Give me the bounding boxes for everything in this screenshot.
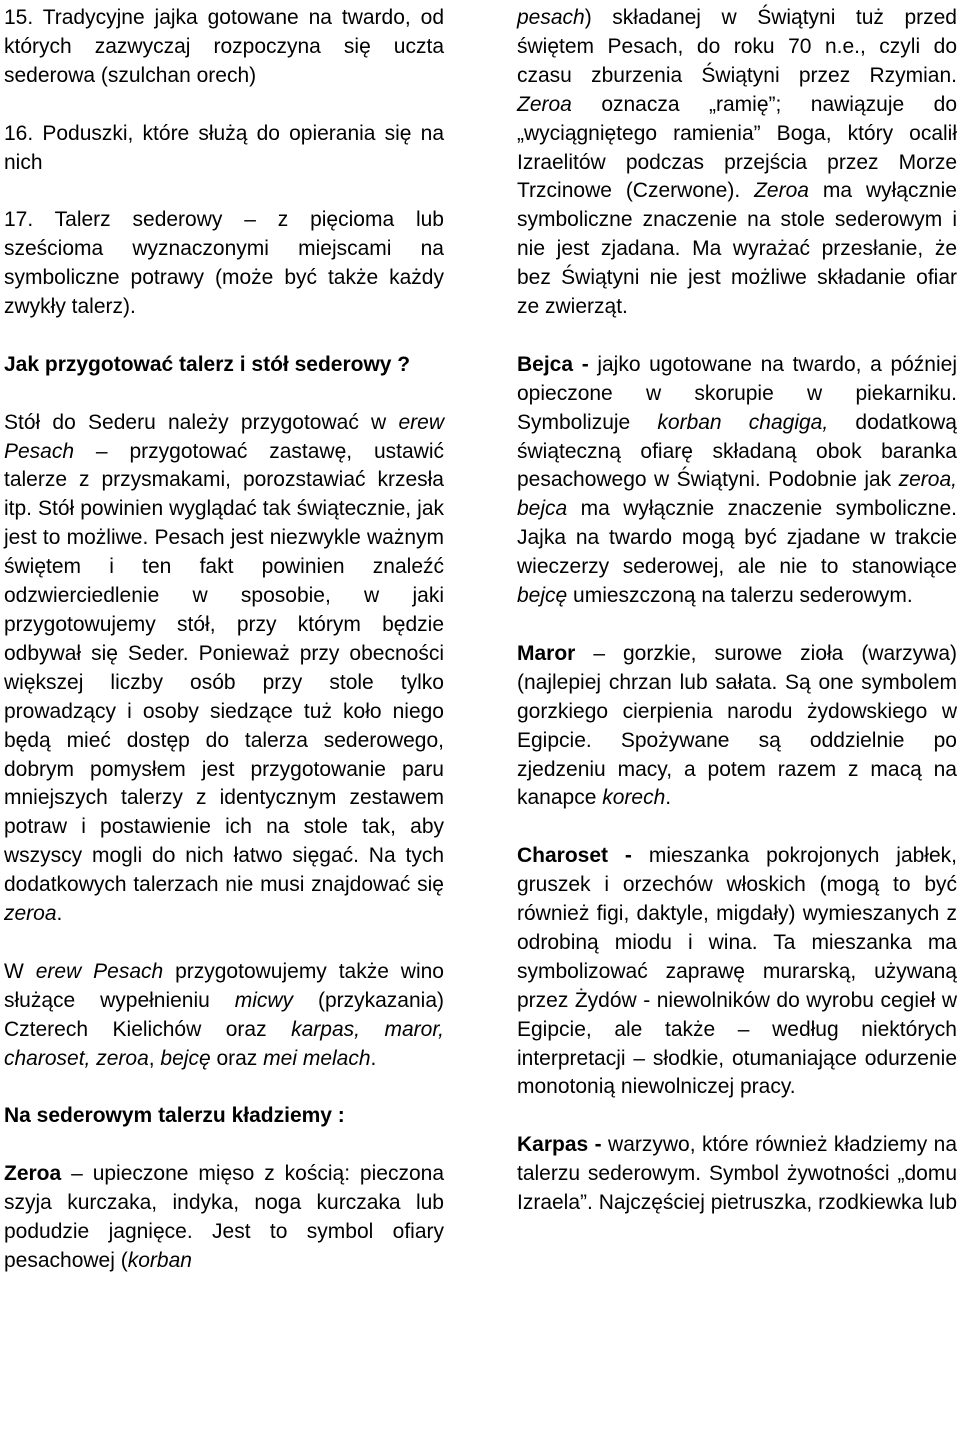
list-item-15: 15. Tradycyjne jajka gotowane na twardo, od których zazwyczaj rozpoczyna się uczta sederowa (szulchan orech) (4, 6, 444, 87)
section-heading-plate: Na sederowym talerzu kładziemy : (4, 1104, 345, 1128)
right-column (517, 4, 957, 1218)
text-span: , (148, 1046, 161, 1070)
text-span-italic: erew Pesach (35, 959, 164, 983)
text-span: – (61, 1162, 93, 1186)
text-span: umieszczoną na talerzu sederowym. (567, 584, 913, 608)
text-span: W (4, 959, 36, 983)
text-span: Stół do Sederu należy przygotować w (4, 410, 399, 434)
text-span: warzywo, które również kładziemy na talerzu sederowym. Symbol żywotności „domu Izraela”. Najczęściej pietruszka, rzodkiewka lub (517, 1133, 958, 1215)
term-bejca: Bejca - (517, 352, 589, 376)
text-span: przygotowujemy także wino służące wypełnieniu (4, 959, 444, 1012)
paragraph-karpas (517, 1131, 957, 1218)
text-span-italic: bejcę (517, 584, 568, 608)
section-heading-table: Jak przygotować talerz i stół sederowy ? (4, 352, 411, 376)
text-span-italic: Zeroa (754, 179, 809, 203)
paragraph-zeroa (4, 1160, 444, 1276)
text-span: mieszanka pokrojonych jabłek, gruszek i orzechów włoskich (mogą to być również figi, daktyle, migdały) wymieszanych z odrobiną miodu i wina. Ta mieszanka ma symbolizować zaprawę murarską, używaną przez Żydów - niewolników do wyrobu cegieł w Egipcie, ale także – według niektórych interpretacji – słodkie, otumaniające odurzenie monotonią niewolniczej pracy. (517, 844, 957, 1099)
text-span: upieczone mięso z kością: pieczona szyja kurczaka, indyka, noga kurczaka lub podudzie jagnięce. Jest to symbol ofiary pesachowej ( (4, 1162, 444, 1272)
list-item-17: 17. Talerz sederowy – z pięcioma lub sześcioma wyznaczonymi miejscami na symboliczne potrawy (może być także każdy zwykły talerz). (4, 208, 444, 319)
text-span-italic: Zeroa (517, 92, 572, 116)
list-item-16: 16. Poduszki, które służą do opierania się na nich (4, 121, 444, 174)
text-span-italic: erew Pesach (4, 410, 444, 463)
text-span-italic: zeroa, bejca (517, 468, 957, 521)
paragraph-zeroa-continued (517, 4, 957, 322)
text-span: oznacza „ramię”; nawiązuje do „wyciągniętego ramienia” Boga, który ocalił Izraelitów podczas przejścia przez Morze Trzcinowe (Czerwone). (517, 92, 957, 203)
text-span: – przygotować zastawę, ustawić talerze z przysmakami, porozstawiać krzesła itp. Stół powinien wyglądać tak świątecznie, jak jest to możliwe. Pesach jest niezwykle ważnym świętem i ten fakt powinien znaleźć odzwierciedlenie w sposobie, w jaki przygotowujemy stół, przy którym będzie odbywał się Seder. Ponieważ przy obecności większej liczby osób przy stole tylko prowadzący i osoby siedzące tuż koło niego będą mieć dostęp do talerza sederowego, dobrym pomysłem jest przygotowanie paru mniejszych talerzy z identycznym zestawem potraw i postawienie ich na stole tak, aby wszyscy mogli do nich łatwo sięgać. Na tych dodatkowych talerzach nie musi znajdować się (4, 439, 444, 897)
text-span-italic: bejcę (160, 1046, 211, 1070)
text-span-italic: micwy (234, 988, 294, 1012)
term-zeroa: Zeroa (4, 1162, 62, 1186)
text-span: ma wyłącznie znaczenie symboliczne. Jajka na twardo mogą być zjadane w trakcie wieczerzy sederowej, ale nie to stanowiące (517, 497, 957, 579)
text-span: . (665, 786, 672, 810)
term-charoset: Charoset - (517, 844, 632, 868)
text-span: oraz (210, 1046, 264, 1070)
paragraph-erew-pesach (4, 958, 444, 1074)
term-maror: Maror (517, 641, 576, 665)
text-span-italic: karpas, maror, charoset, zeroa (4, 1017, 444, 1070)
paragraph-bejca (517, 351, 957, 611)
text-span-italic: zeroa (4, 902, 57, 926)
text-span: (przykazania) Czterech Kielichów oraz (4, 988, 444, 1041)
text-span-italic: korban chagiga, (657, 410, 829, 434)
text-span-italic: korech (602, 786, 666, 810)
left-column (4, 4, 444, 1276)
paragraph-charoset (517, 842, 957, 1102)
text-span: ) składanej w Świątyni tuż przed świętem Pesach, do roku 70 n.e., czyli do czasu zburzenia Świątyni przez Rzymian. (517, 6, 957, 87)
term-karpas: Karpas - (517, 1133, 602, 1157)
text-span-italic: korban (127, 1248, 192, 1272)
text-span-italic: pesach (517, 6, 585, 29)
text-span: ma wyłącznie symboliczne znaczenie na stole sederowym i nie jest zjadana. Ma wyrażać przesłanie, że bez Świątyni nie jest możliwe składanie ofiar ze zwierząt. (517, 179, 957, 319)
text-span: dodatkową świąteczną ofiarę składaną obok baranka pesachowego w Świątyni. Podobnie jak (517, 410, 957, 492)
paragraph-table-prep (4, 409, 444, 929)
text-span: . (370, 1046, 377, 1070)
text-span: – gorzkie, surowe zioła (warzywa) (najlepiej chrzan lub sałata. Są one symbolem gorzkiego cierpienia narodu żydowskiego w Egipcie. Spożywane są oddzielnie po zjedzeniu macy, a potem razem z macą na kanapce (517, 641, 957, 810)
paragraph-maror (517, 640, 957, 813)
text-span-italic: mei melach (263, 1046, 371, 1070)
text-span: . (56, 902, 63, 926)
text-span: jajko ugotowane na twardo, a później opieczone w skorupie w piekarniku. Symbolizuje (517, 352, 957, 434)
